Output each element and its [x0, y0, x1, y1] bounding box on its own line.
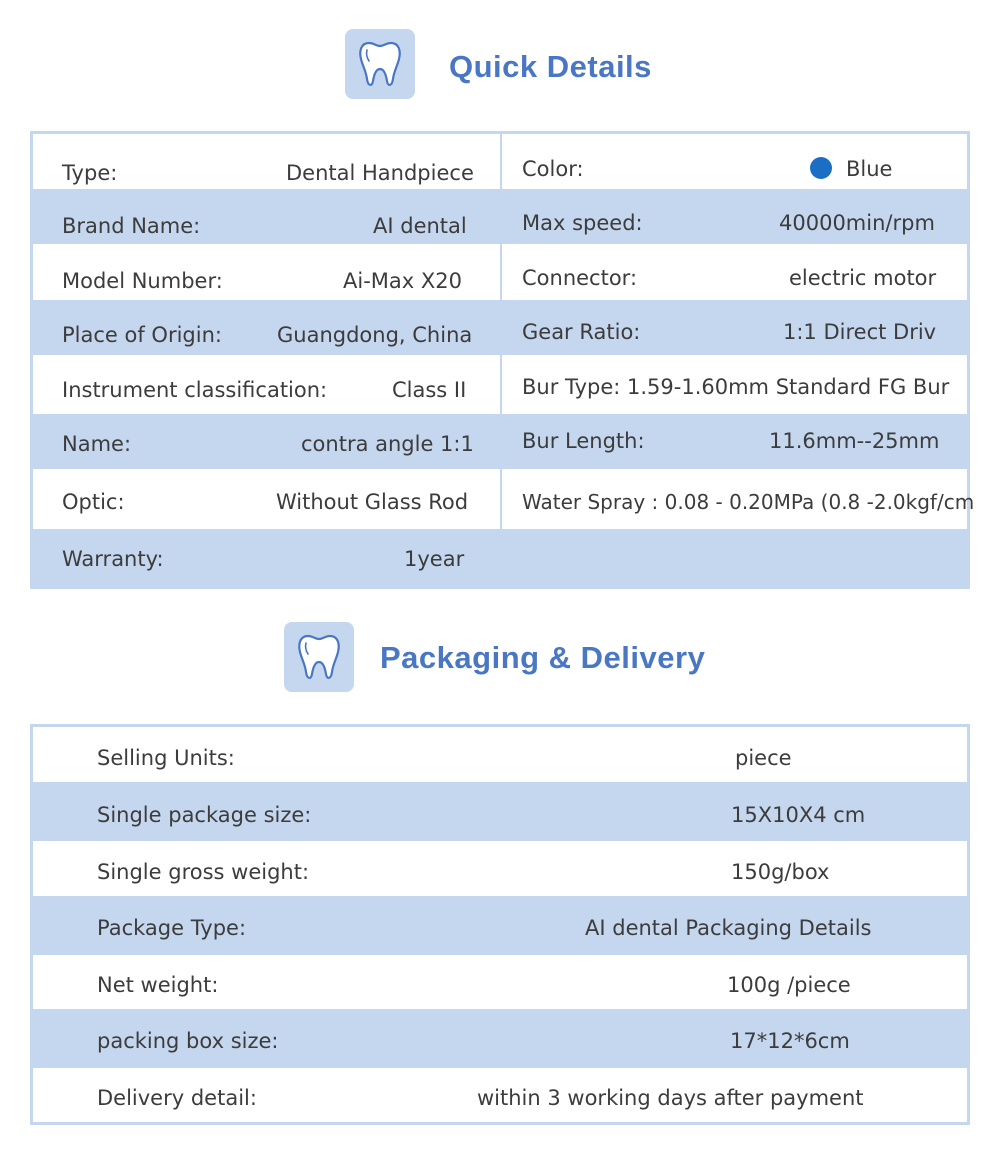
- color-swatch: [810, 157, 832, 179]
- place-of-origin-value: Guangdong, China: [277, 323, 473, 347]
- single-package-size-label: Single package size:: [97, 803, 312, 827]
- brand-name-value: AI dental: [373, 214, 467, 238]
- color-value-text: Blue: [846, 157, 893, 181]
- delivery-detail-value: within 3 working days after payment: [477, 1086, 864, 1110]
- max-speed-value: 40000min/rpm: [779, 211, 935, 235]
- net-weight-value: 100g /piece: [727, 973, 851, 997]
- connector-value: electric motor: [789, 266, 937, 290]
- quick-details-table: [30, 131, 975, 589]
- delivery-detail-label: Delivery detail:: [97, 1086, 257, 1110]
- packing-box-size-value: 17*12*6cm: [730, 1029, 850, 1053]
- instrument-classification-label: Instrument classification:: [62, 378, 328, 402]
- model-number-value: Ai-Max X20: [343, 269, 462, 293]
- package-type-value: AI dental Packaging Details: [585, 916, 872, 940]
- instrument-classification-value: Class II: [392, 378, 467, 402]
- optic-label: Optic:: [62, 490, 125, 514]
- model-number-label: Model Number:: [62, 269, 223, 293]
- single-gross-weight-value: 150g/box: [731, 860, 830, 884]
- packaging-header: [0, 622, 1000, 694]
- max-speed-label: Max speed:: [522, 211, 643, 235]
- place-of-origin-label: Place of Origin:: [62, 323, 222, 347]
- packaging-title: Packaging & Delivery: [380, 640, 706, 675]
- packaging-table: [30, 724, 970, 1125]
- selling-units-value: piece: [735, 746, 792, 770]
- warranty-label: Warranty:: [62, 547, 164, 571]
- package-type-label: Package Type:: [97, 916, 247, 940]
- bur-length-label: Bur Length:: [522, 429, 645, 453]
- net-weight-label: Net weight:: [97, 973, 219, 997]
- warranty-value: 1year: [404, 547, 465, 571]
- type-value: Dental Handpiece: [286, 161, 474, 185]
- brand-name-label: Brand Name:: [62, 214, 201, 238]
- connector-label: Connector:: [522, 266, 638, 290]
- bur-type-label: Bur Type: 1.59-1.60mm Standard FG Bur: [522, 375, 950, 399]
- water-spray-label: Water Spray : 0.08 - 0.20MPa (0.8 -2.0kgf/cm: [522, 490, 975, 514]
- single-gross-weight-label: Single gross weight:: [97, 860, 310, 884]
- type-label: Type:: [62, 161, 118, 185]
- gear-ratio-label: Gear Ratio:: [522, 320, 641, 344]
- selling-units-label: Selling Units:: [97, 746, 235, 770]
- quick-details-header: [0, 29, 1000, 101]
- name-value: contra angle 1:1: [301, 432, 474, 456]
- color-label: Color:: [522, 157, 584, 181]
- tooth-icon: [284, 622, 354, 692]
- packing-box-size-label: packing box size:: [97, 1029, 279, 1053]
- optic-value: Without Glass Rod: [276, 490, 469, 514]
- quick-details-title: Quick Details: [449, 49, 652, 84]
- name-label: Name:: [62, 432, 132, 456]
- column-divider: [500, 134, 502, 586]
- gear-ratio-value: 1:1 Direct Driv: [783, 320, 937, 344]
- bur-length-value: 11.6mm--25mm: [769, 429, 940, 453]
- tooth-icon: [345, 29, 415, 99]
- color-value: [810, 159, 892, 181]
- single-package-size-value: 15X10X4 cm: [731, 803, 866, 827]
